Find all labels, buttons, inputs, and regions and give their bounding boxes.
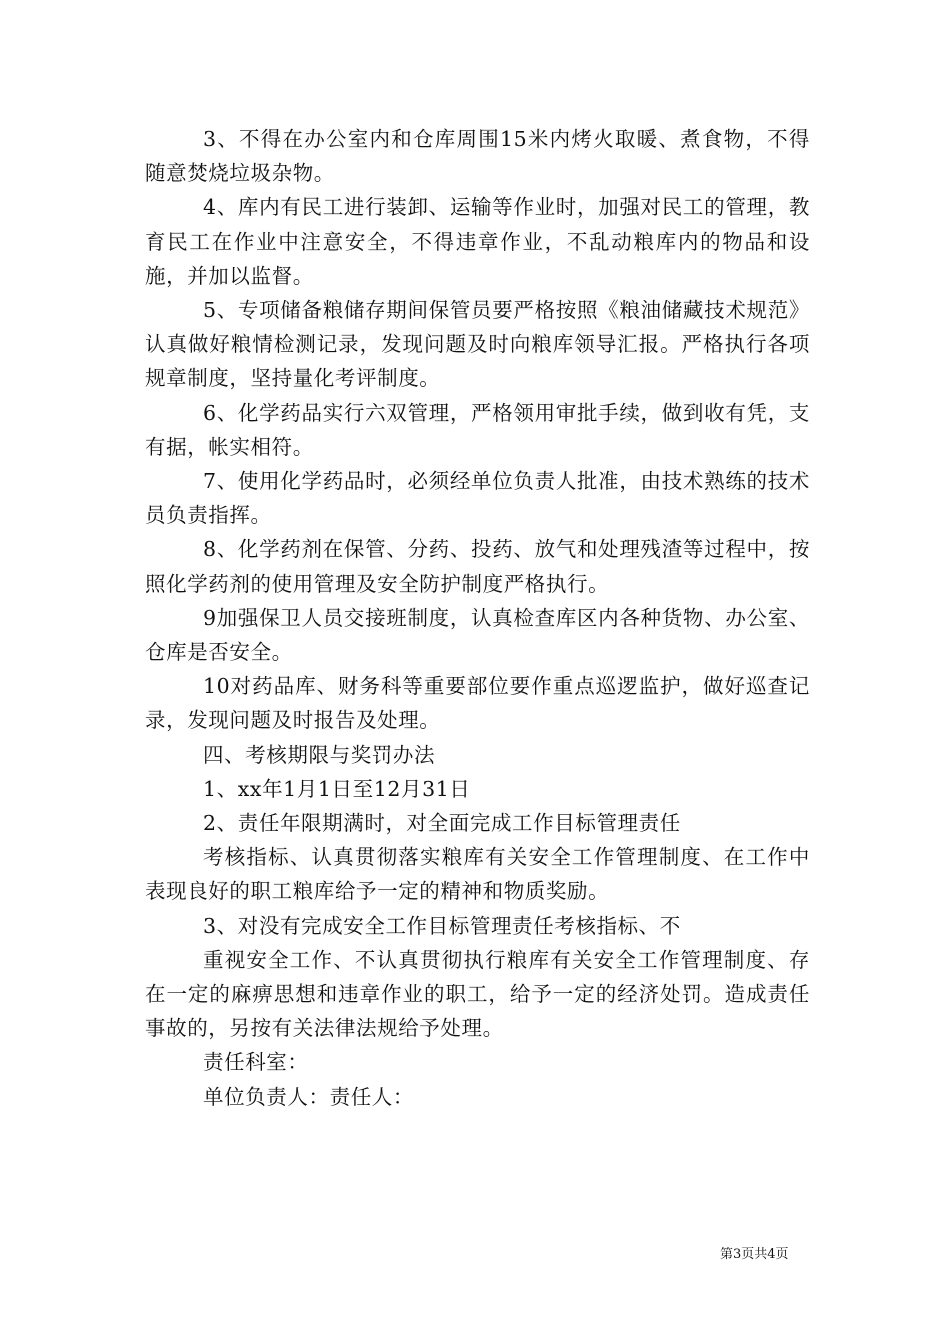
section-heading: 四、考核期限与奖罚办法 — [203, 742, 436, 767]
paragraph-item-4: 4、库内有民工进行装卸、运输等作业时，加强对民工的管理，教育民工在作业中注意安全，不得违章作业，不乱动粮库内的物品和设施，并加以监督。 — [145, 195, 810, 288]
reward-item: 2、责任年限期满时，对全面完成工作目标管理责任 — [203, 811, 681, 836]
penalty-item: 3、对没有完成安全工作目标管理责任考核指标、不 — [203, 913, 681, 938]
paragraph-item-6: 6、化学药品实行六双管理，严格领用审批手续，做到收有凭，支有据，帐实相符。 — [145, 400, 810, 459]
paragraph-item-3: 3、不得在办公室内和仓库周围15米内烤火取暖、煮食物，不得随意焚烧垃圾杂物。 — [145, 127, 810, 186]
paragraph-item-9: 9加强保卫人员交接班制度，认真检查库区内各种货物、办公室、仓库是否安全。 — [145, 605, 810, 665]
paragraph-item-10: 10对药品库、财务科等重要部位要作重点巡逻监护，做好巡查记录，发现问题及时报告及处理。 — [145, 674, 810, 733]
document-body — [145, 122, 810, 1114]
signature-label: 单位负责人：责任人： — [203, 1084, 414, 1109]
paragraph-item-8: 8、化学药剂在保管、分药、投药、放气和处理残渣等过程中，按照化学药剂的使用管理及安全防护制度严格执行。 — [145, 537, 810, 596]
penalty-item-continued: 重视安全工作、不认真贯彻执行粮库有关安全工作管理制度、存在一定的麻痹思想和违章作业的职工，给予一定的经济处罚。造成责任事故的，另按有关法律法规给予处理。 — [145, 947, 810, 1041]
page-number-footer: 第3页共4页 — [720, 1247, 789, 1262]
responsible-department-label: 责任科室： — [203, 1050, 309, 1075]
paragraph-item-7: 7、使用化学药品时，必须经单位负责人批准，由技术熟练的技术员负责指挥。 — [145, 469, 810, 528]
reward-item-continued: 考核指标、认真贯彻落实粮库有关安全工作管理制度、在工作中表现良好的职工粮库给予一定的精神和物质奖励。 — [145, 845, 810, 904]
period-item: 1、xx年1月1日至12月31日 — [203, 776, 471, 801]
paragraph-item-5: 5、专项储备粮储存期间保管员要严格按照《粮油储藏技术规范》认真做好粮情检测记录，发现问题及时向粮库领导汇报。严格执行各项规章制度，坚持量化考评制度。 — [145, 298, 810, 391]
